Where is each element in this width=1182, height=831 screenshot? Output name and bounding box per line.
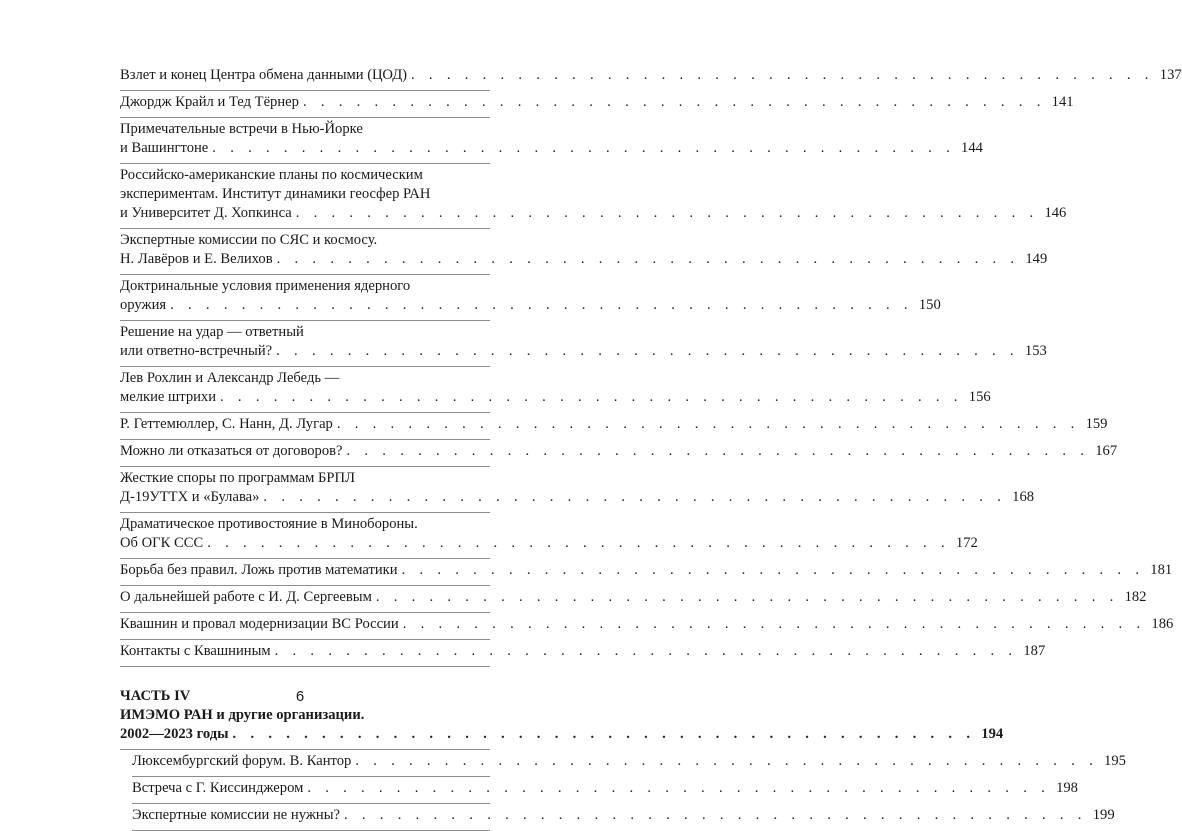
leader-dots: . . . . . . . . . . . . . . . . . . . . . . . . . . . . . . . . . . . . . . . . . . xyxy=(170,297,913,313)
page-number: 159 xyxy=(1085,416,1108,432)
toc-entry-line: экспериментам. Институт динамики геосфер РАН xyxy=(120,186,431,202)
toc-entry-line: Экспертные комиссии по СЯС и космосу. xyxy=(120,232,378,248)
table-of-contents xyxy=(120,64,1182,831)
toc-entry xyxy=(120,413,1108,440)
toc-entry xyxy=(120,275,941,321)
part-title: ИМЭМО РАН и другие организации. xyxy=(120,707,365,723)
leader-dots: . . . . . . . . . . . . . . . . . . . . . . . . . . . . . . . . . . . . . . . . . . xyxy=(232,726,976,742)
page-number: 156 xyxy=(968,389,991,405)
leader-dots: . . . . . . . . . . . . . . . . . . . . . . . . . . . . . . . . . . . . . . . . . . xyxy=(276,251,1020,267)
toc-entry-title: О дальнейшей работе с И. Д. Сергеевым xyxy=(120,589,372,605)
part-title-text: 2002—2023 годы xyxy=(120,726,229,742)
toc-entry-title: или ответно-встречный? xyxy=(120,343,273,359)
toc-entry xyxy=(120,467,1035,513)
leader-dots: . . . . . . . . . . . . . . . . . . . . . . . . . . . . . . . . . . . . . . . . . . xyxy=(274,643,1018,659)
page-number: 198 xyxy=(1056,780,1078,796)
page-number: 144 xyxy=(961,140,983,156)
toc-entry xyxy=(120,640,1046,667)
page-folio: 6 xyxy=(295,688,305,705)
toc-entry-title: Встреча с Г. Киссинджером xyxy=(132,780,304,796)
toc-entry-title: Экспертные комиссии не нужны? xyxy=(132,807,341,823)
leader-dots: . . . . . . . . . . . . . . . . . . . . . . . . . . . . . . . . . . . . . . . . . . xyxy=(346,443,1090,459)
toc-entry-line: Драматическое противостояние в Минобороны. xyxy=(120,516,418,532)
toc-entry xyxy=(120,513,978,559)
toc-entry xyxy=(132,750,1126,777)
leader-dots: . . . . . . . . . . . . . . . . . . . . . . . . . . . . . . . . . . . . . . . . . . xyxy=(344,807,1087,823)
page-number: 172 xyxy=(955,535,978,551)
toc-entry xyxy=(120,91,1074,118)
toc-entry xyxy=(120,321,1047,367)
toc-entry-title: Квашнин и провал модернизации ВС России xyxy=(120,616,399,632)
leader-dots: . . . . . . . . . . . . . . . . . . . . . . . . . . . . . . . . . . . . . . . . . . xyxy=(207,535,950,551)
page-number: 168 xyxy=(1012,489,1035,505)
toc-entry-title: Люксембургский форум. В. Кантор xyxy=(132,753,352,769)
part-title-last xyxy=(120,725,1004,744)
toc-entry-title: Р. Геттемюллер, С. Нанн, Д. Лугар xyxy=(120,416,333,432)
toc-entry-title: мелкие штрихи xyxy=(120,389,217,405)
toc-entry-title: и Университет Д. Хопкинса xyxy=(120,205,292,221)
toc-entry xyxy=(120,586,1147,613)
page-number: 153 xyxy=(1024,343,1047,359)
leader-dots: . . . . . . . . . . . . . . . . . . . . . . . . . . . . . . . . . . . . . . . . . . xyxy=(263,489,1007,505)
page-number: 181 xyxy=(1150,562,1173,578)
toc-entry-title: Д-19УТТХ и «Булава» xyxy=(120,489,260,505)
toc-entry-line: Доктринальные условия применения ядерного xyxy=(120,278,411,294)
page-number: 186 xyxy=(1151,616,1174,632)
page-number: 150 xyxy=(918,297,941,313)
toc-entry xyxy=(120,440,1118,467)
leader-dots: . . . . . . . . . . . . . . . . . . . . . . . . . . . . . . . . . . . . . . . . . . xyxy=(276,343,1019,359)
toc-entry-line: Лев Рохлин и Александр Лебедь — xyxy=(120,370,340,386)
part-entries xyxy=(120,750,1126,831)
leader-dots: . . . . . . . . . . . . . . . . . . . . . . . . . . . . . . . . . . . . . . . . . . xyxy=(355,753,1099,769)
toc-entry-title: Борьба без правил. Ложь против математики xyxy=(120,562,398,578)
part-label: ЧАСТЬ IV xyxy=(120,688,191,704)
toc-entry-line: Примечательные встречи в Нью-Йорке xyxy=(120,121,363,137)
page-number: 149 xyxy=(1025,251,1048,267)
page-number: 199 xyxy=(1092,807,1115,823)
leader-dots: . . . . . . . . . . . . . . . . . . . . . . . . . . . . . . . . . . . . . . . . . . xyxy=(212,140,956,156)
leader-dots: . . . . . . . . . . . . . . . . . . . . . . . . . . . . . . . . . . . . . . . . . . xyxy=(307,780,1051,796)
page-number: 182 xyxy=(1124,589,1147,605)
toc-entry xyxy=(132,777,1078,804)
page-number: 167 xyxy=(1095,443,1118,459)
toc-entries xyxy=(120,64,1182,667)
toc-entry-title: Н. Лавёров и Е. Велихов xyxy=(120,251,273,267)
toc-entry xyxy=(120,118,983,164)
page-number: 195 xyxy=(1104,753,1126,769)
toc-entry-line: Решение на удар — ответный xyxy=(120,324,304,340)
page-number: 187 xyxy=(1023,643,1046,659)
toc-entry-title: Взлет и конец Центра обмена данными (ЦОД) xyxy=(120,67,408,83)
toc-entry-title: Контакты с Квашниным xyxy=(120,643,271,659)
toc-entry-line: Жесткие споры по программам БРПЛ xyxy=(120,470,355,486)
toc-entry xyxy=(120,613,1174,640)
leader-dots: . . . . . . . . . . . . . . . . . . . . . . . . . . . . . . . . . . . . . . . . . . xyxy=(336,416,1080,432)
leader-dots: . . . . . . . . . . . . . . . . . . . . . . . . . . . . . . . . . . . . . . . . . . xyxy=(401,562,1145,578)
toc-entry-title: и Вашингтоне xyxy=(120,140,209,156)
toc-entry-line: Российско-американские планы по космическим xyxy=(120,167,423,183)
toc-entry-title: Об ОГК ССС xyxy=(120,535,204,551)
toc-entry-title: Джордж Крайл и Тед Тёрнер xyxy=(120,94,299,110)
toc-entry xyxy=(120,367,991,413)
toc-entry xyxy=(132,804,1115,831)
leader-dots: . . . . . . . . . . . . . . . . . . . . . . . . . . . . . . . . . . . . . . . . . . xyxy=(402,616,1146,632)
leader-dots: . . . . . . . . . . . . . . . . . . . . . . . . . . . . . . . . . . . . . . . . . . xyxy=(375,589,1119,605)
page-number: 194 xyxy=(981,726,1004,742)
page-number: 146 xyxy=(1044,205,1067,221)
page-number: 137 xyxy=(1159,67,1182,83)
toc-entry xyxy=(120,164,1067,229)
leader-dots: . . . . . . . . . . . . . . . . . . . . . . . . . . . . . . . . . . . . . . . . . . xyxy=(411,67,1154,83)
toc-entry xyxy=(120,559,1173,586)
leader-dots: . . . . . . . . . . . . . . . . . . . . . . . . . . . . . . . . . . . . . . . . . . xyxy=(302,94,1046,110)
toc-entry-title: Можно ли отказаться от договоров? xyxy=(120,443,343,459)
leader-dots: . . . . . . . . . . . . . . . . . . . . . . . . . . . . . . . . . . . . . . . . . . xyxy=(220,389,963,405)
leader-dots: . . . . . . . . . . . . . . . . . . . . . . . . . . . . . . . . . . . . . . . . . . xyxy=(295,205,1039,221)
page-number: 141 xyxy=(1051,94,1074,110)
toc-entry xyxy=(120,229,1048,275)
toc-entry xyxy=(120,64,1182,91)
toc-entry-title: оружия xyxy=(120,297,167,313)
